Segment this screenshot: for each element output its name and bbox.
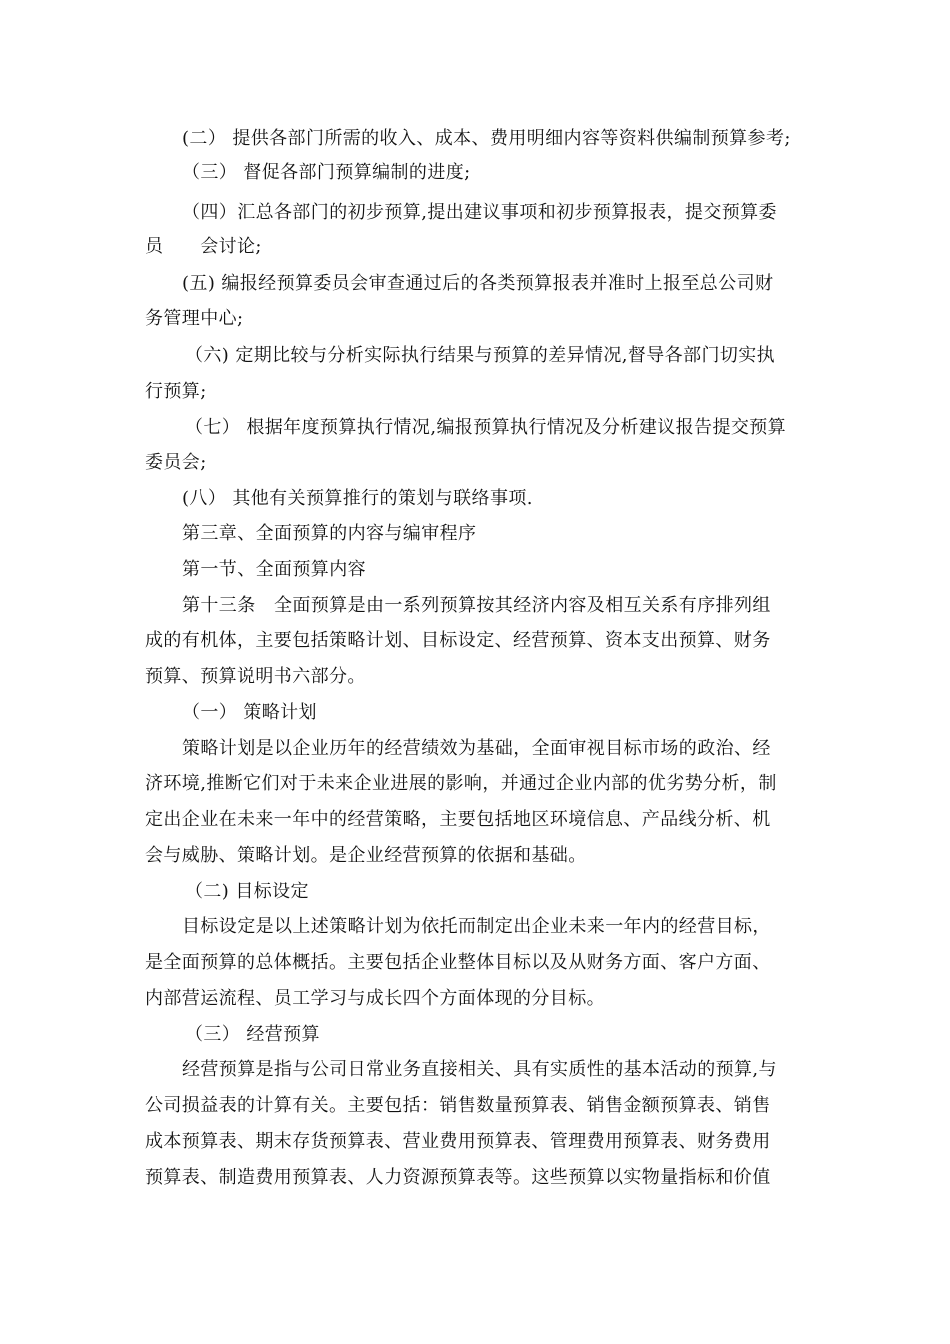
subsection-heading: （一） 策略计划 [182,702,317,723]
section-heading: 第三章、全面预算的内容与编审程序 [182,523,477,544]
section-heading: 第一节、全面预算内容 [182,559,366,580]
text-line: （七） 根据年度预算执行情况,编报预算执行情况及分析建议报告提交预算 [185,417,787,438]
text-line: （六) 定期比较与分析实际执行结果与预算的差异情况,督导各部门切实执 [185,345,776,366]
text-line: (五) 编报经预算委员会审查通过后的各类预算报表并准时上报至总公司财 [182,273,774,294]
text-line: (八） 其他有关预算推行的策划与联络事项. [182,488,533,509]
text-line: 济环境,推断它们对于未来企业进展的影响，并通过企业内部的优劣势分析，制 [145,773,777,794]
text-line: 内部营运流程、员工学习与成长四个方面体现的分目标。 [145,988,605,1009]
text-line: (二） 提供各部门所需的收入、成本、费用明细内容等资料供编制预算参考; [182,128,791,149]
text-line: 员 会讨论; [145,236,262,257]
text-line: 会与威胁、策略计划。是企业经营预算的依据和基础。 [145,845,587,866]
text-line: （三） 督促各部门预算编制的进度; [182,162,471,183]
text-line: 务管理中心; [145,308,244,329]
text-line: 公司损益表的计算有关。主要包括：销售数量预算表、销售金额预算表、销售 [145,1095,771,1116]
text-line: 成本预算表、期末存货预算表、营业费用预算表、管理费用预算表、财务费用 [145,1131,771,1152]
subsection-heading: （二) 目标设定 [185,881,309,902]
text-line: 行预算; [145,381,207,402]
text-line: 预算表、制造费用预算表、人力资源预算表等。这些预算以实物量指标和价值 [145,1167,771,1188]
text-line: 定出企业在未来一年中的经营策略，主要包括地区环境信息、产品线分析、机 [145,809,771,830]
text-line: 目标设定是以上述策略计划为依托而制定出企业未来一年内的经营目标， [182,916,771,937]
subsection-heading: （三） 经营预算 [185,1024,320,1045]
text-line: 策略计划是以企业历年的经营绩效为基础，全面审视目标市场的政治、经 [182,738,771,759]
text-line: 经营预算是指与公司日常业务直接相关、具有实质性的基本活动的预算,与 [182,1059,777,1080]
text-line: 第十三条 全面预算是由一系列预算按其经济内容及相互关系有序排列组 [182,595,771,616]
text-line: 委员会; [145,452,207,473]
text-line: 成的有机体，主要包括策略计划、目标设定、经营预算、资本支出预算、财务 [145,630,771,651]
text-line: 是全面预算的总体概括。主要包括企业整体目标以及从财务方面、客户方面、 [145,952,771,973]
text-line: （四）汇总各部门的初步预算,提出建议事项和初步预算报表，提交预算委 [182,202,777,223]
text-line: 预算、预算说明书六部分。 [145,666,366,687]
